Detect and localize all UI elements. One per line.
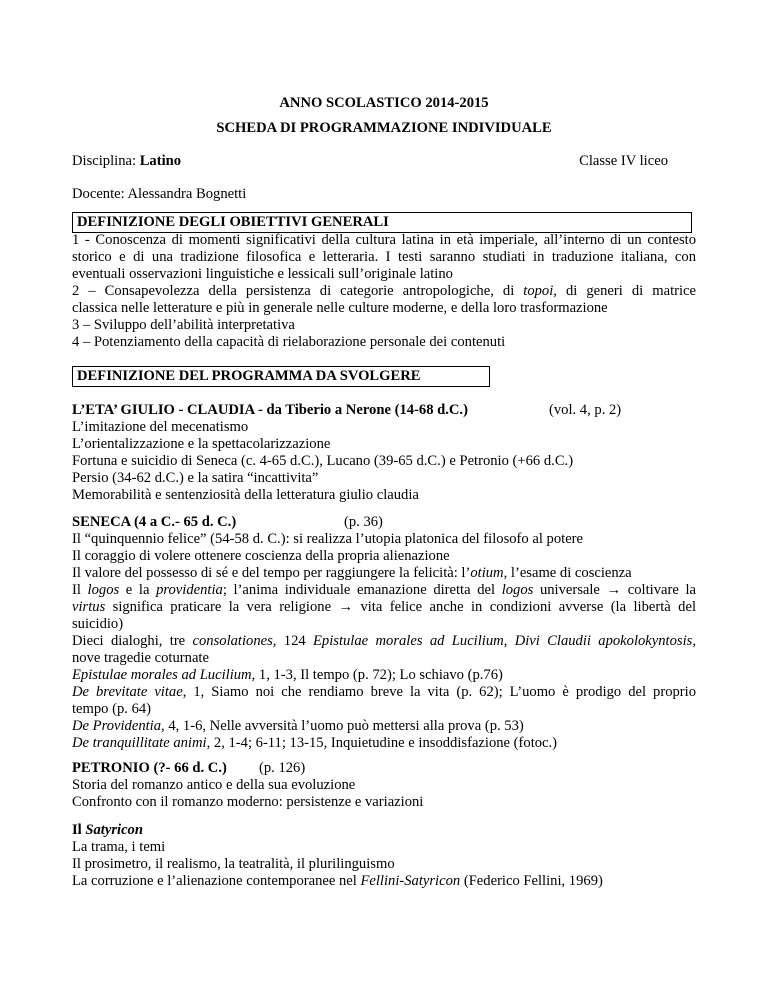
seneca-line: Il “quinquennio felice” (54-58 d. C.): si realizza l’utopia platonica del filosofo al potere xyxy=(72,531,584,547)
seneca-line: suicidio) xyxy=(72,616,124,632)
objective-line: eventuali osservazioni linguistiche e lessicali sull’originale latino xyxy=(72,266,453,282)
objectives-section xyxy=(72,232,696,351)
seneca-section xyxy=(72,514,696,752)
document-title: SCHEDA DI PROGRAMMAZIONE INDIVIDUALE xyxy=(216,120,552,136)
seneca-line: De brevitate vitae, 1, Siamo noi che rendiamo breve la vita (p. 62); L’uomo è prodigo del proprio xyxy=(72,684,696,700)
seneca-line: Dieci dialoghi, tre consolationes, 124 Epistulae morales ad Lucilium, Divi Claudii apokolokyntosis, xyxy=(72,633,696,649)
satyricon-line: La trama, i temi xyxy=(72,839,166,855)
objective-line: storico e di una tradizione filosofica e letteraria. I testi saranno studiati in traduzione italiana, con xyxy=(72,249,696,265)
era-item: L’imitazione del mecenatismo xyxy=(72,419,249,435)
petronio-title: PETRONIO (?- 66 d. C.) xyxy=(72,760,227,776)
objective-line: 3 – Sviluppo dell’abilità interpretativa xyxy=(72,317,295,333)
petronio-section xyxy=(72,760,696,811)
era-item: L’orientalizzazione e la spettacolarizzazione xyxy=(72,436,331,452)
seneca-line: Il logos e la providentia; l’anima individuale emanazione diretta del logos universale → coltivare la xyxy=(72,582,696,598)
objective-line: 4 – Potenziamento della capacità di rielaborazione personale dei contenuti xyxy=(72,334,506,350)
objective-line: classica nelle letterature e più in generale nelle culture moderne, e della loro trasformazione xyxy=(72,300,608,316)
era-item: Fortuna e suicidio di Seneca (c. 4-65 d.C.), Lucano (39-65 d.C.) e Petronio (+66 d.C.) xyxy=(72,453,574,469)
satyricon-line: Il prosimetro, il realismo, la teatralità, il plurilinguismo xyxy=(72,856,395,872)
seneca-line: tempo (p. 64) xyxy=(72,701,152,717)
era-title: L’ETA’ GIULIO - CLAUDIA - da Tiberio a Nerone (14-68 d.C.) xyxy=(72,402,468,418)
discipline-label: Disciplina: Latino xyxy=(72,153,182,169)
era-item: Memorabilità e sentenziosità della letteratura giulio claudia xyxy=(72,487,419,503)
petronio-item: Storia del romanzo antico e della sua evoluzione xyxy=(72,777,356,793)
seneca-line: virtus significa praticare la vera religione → vita felice anche in condizioni avverse (la libertà del xyxy=(72,599,696,615)
seneca-line: Il valore del possesso di sé e del tempo per raggiungere la felicità: l’otium, l’esame di coscienza xyxy=(72,565,632,581)
petronio-title-line xyxy=(72,760,696,777)
seneca-title: SENECA (4 a C.- 65 d. C.) xyxy=(72,514,237,530)
objective-line: 1 - Conoscenza di momenti significativi della cultura latina in età imperiale, all’interno di un contesto xyxy=(72,232,696,248)
era-item: Persio (34-62 d.C.) e la satira “incattivita” xyxy=(72,470,319,486)
era-ref: (vol. 4, p. 2) xyxy=(549,402,622,418)
class-label: Classe IV liceo xyxy=(579,153,668,169)
petronio-item: Confronto con il romanzo moderno: persistenze e variazioni xyxy=(72,794,424,810)
satyricon-line: La corruzione e l’alienazione contemporanee nel Fellini-Satyricon (Federico Fellini, 1969) xyxy=(72,873,603,889)
seneca-line: Il coraggio di volere ottenere coscienza della propria alienazione xyxy=(72,548,450,564)
era-title-line xyxy=(72,402,696,419)
objective-line: 2 – Consapevolezza della persistenza di categorie antropologiche, di topoi, di generi di matrice xyxy=(72,283,696,299)
seneca-line: De tranquillitate animi, 2, 1-4; 6-11; 13-15, Inquietudine e insoddisfazione (fotoc.) xyxy=(72,735,558,751)
school-year-heading: ANNO SCOLASTICO 2014-2015 xyxy=(279,95,489,111)
discipline-row xyxy=(72,153,696,170)
satyricon-section xyxy=(72,822,696,890)
seneca-line: De Providentia, 4, 1-6, Nelle avversità l’uomo può mettersi alla prova (p. 53) xyxy=(72,718,524,734)
program-heading-box: DEFINIZIONE DEL PROGRAMMA DA SVOLGERE xyxy=(72,366,490,387)
era-section xyxy=(72,402,696,504)
teacher-line: Docente: Alessandra Bognetti xyxy=(72,186,247,202)
seneca-title-line xyxy=(72,514,696,531)
seneca-ref: (p. 36) xyxy=(344,514,383,530)
seneca-line: nove tragedie coturnate xyxy=(72,650,209,666)
seneca-line: Epistulae morales ad Lucilium, 1, 1-3, Il tempo (p. 72); Lo schiavo (p.76) xyxy=(72,667,503,683)
satyricon-title: Il Satyricon xyxy=(72,822,143,838)
petronio-ref: (p. 126) xyxy=(259,760,306,776)
discipline-value: Latino xyxy=(139,153,182,169)
objectives-heading-box: DEFINIZIONE DEGLI OBIETTIVI GENERALI xyxy=(72,212,692,233)
